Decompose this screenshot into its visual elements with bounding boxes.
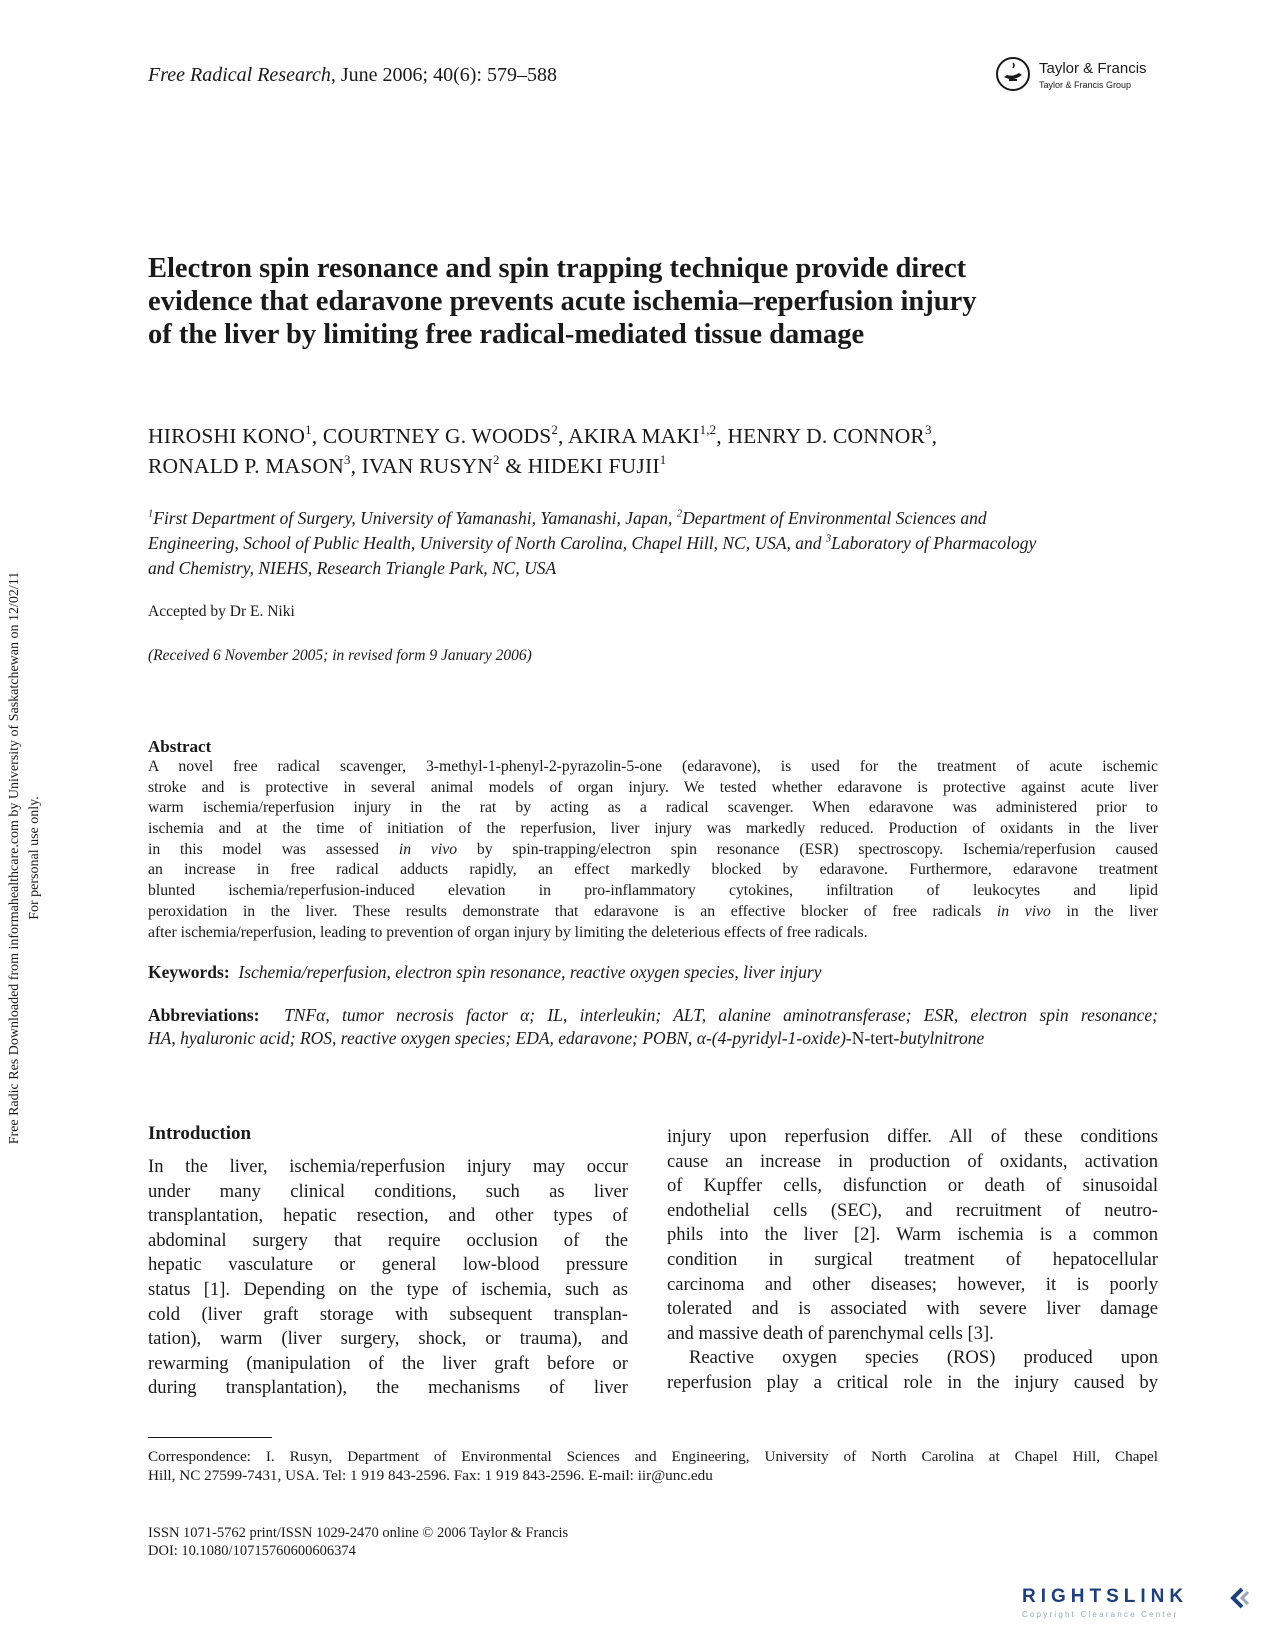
correspondence-line: Correspondence: I. Rusyn, Department of Environmental Sciences and Engineering, University of North Carolina at Chapel Hill, Chapel (148, 1448, 1158, 1465)
journal-issue: , June 2006; 40(6): 579–588 (330, 64, 557, 86)
author-name: & HIDEKI FUJII (499, 454, 660, 478)
abstract-italic: in vivo (398, 840, 458, 858)
body-line: cause an increase in production of oxidants, activation (667, 1150, 1158, 1172)
title-line: of the liver by limiting free radical-mediated tissue damage (148, 319, 865, 350)
abbreviations-text: HA, hyaluronic acid; ROS, reactive oxygen species; EDA, edaravone; POBN, α-(4-pyridyl-1-oxide)- (148, 1028, 852, 1048)
body-line: abdominal surgery that require occlusion of the (148, 1229, 628, 1251)
body-line: phils into the liver [2]. Warm ischemia is a common (667, 1224, 1158, 1246)
affiliation-line: and Chemistry, NIEHS, Research Triangle Park, NC, USA (148, 558, 557, 578)
body-line: during transplantation), the mechanisms of liver (148, 1377, 628, 1399)
abstract-text: by spin-trapping/electron spin resonance (ESR) spectroscopy. Ischemia/reperfusion caused (457, 840, 1158, 858)
keywords (148, 962, 821, 983)
affiliation-line (148, 506, 1158, 531)
affiliation-mark: 2 (551, 422, 559, 437)
abstract-text: in this model was assessed (148, 840, 399, 858)
affiliation-line (148, 531, 1158, 556)
affiliation-text: Department of Environmental Sciences and (682, 508, 987, 528)
affiliation-mark: 2 (492, 452, 500, 467)
body-line: endothelial cells (SEC), and recruitment of neutro- (667, 1199, 1158, 1221)
received-dates: (Received 6 November 2005; in revised form 9 January 2006) (148, 647, 532, 664)
body-line: condition in surgical treatment of hepatocellular (667, 1248, 1158, 1270)
author-name: , IVAN RUSYN (350, 454, 493, 478)
journal-citation (148, 64, 557, 87)
publisher-logo (995, 56, 1155, 96)
abstract-line: an increase in free radical adducts rapidly, an effect markedly blocked by edaravone. Furthermore, edaravone treatment (148, 861, 1158, 879)
affiliation-mark: 1 (148, 508, 154, 520)
abstract-line: warm ischemia/reperfusion injury in the rat by acting as a radical scavenger. When edaravone was administered prior to (148, 799, 1158, 817)
doi-line: DOI: 10.1080/10715760600606374 (148, 1543, 356, 1559)
body-line: injury upon reperfusion differ. All of these conditions (667, 1126, 1158, 1147)
affiliation-text: Engineering, School of Public Health, University of North Carolina, Chapel Hill, NC, USA, and (148, 533, 826, 553)
body-line: under many clinical conditions, such as liver (148, 1180, 628, 1202)
title-line: Electron spin resonance and spin trapping technique provide direct (148, 253, 967, 284)
body-column-left (148, 1155, 628, 1401)
body-line: carcinoma and other diseases; however, it is poorly (667, 1273, 1158, 1295)
abstract-line (148, 902, 1158, 923)
abbreviations-line (148, 1004, 1158, 1027)
watermark-line: Free Radic Res Downloaded from informahealthcare.com by University of Saskatchewan on 12/02/11 (7, 571, 22, 1145)
body-line: transplantation, hepatic resection, and other types of (148, 1205, 628, 1227)
author-name: HIROSHI KONO (148, 424, 306, 448)
correspondence-line: Hill, NC 27599-7431, USA. Tel: 1 919 843-2596. Fax: 1 919 843-2596. E-mail: iir@unc.edu (148, 1467, 713, 1484)
author-name: , COURTNEY G. WOODS (311, 424, 552, 448)
author-name: RONALD P. MASON (148, 454, 344, 478)
abstract-line: after ischemia/reperfusion, leading to prevention of organ injury by limiting the deleterious effects of free radicals. (148, 923, 868, 941)
affiliation-mark: 1,2 (699, 422, 717, 437)
publisher-group: Taylor & Francis Group (1039, 80, 1132, 90)
body-line: hepatic vasculature or general low-blood pressure (148, 1254, 628, 1276)
author-line (148, 421, 1128, 451)
affiliation-text: Laboratory of Pharmacology (831, 533, 1037, 553)
title-line: evidence that edaravone prevents acute ischemia–reperfusion injury (148, 286, 977, 317)
body-line: tation), warm (liver surgery, shock, or trauma), and (148, 1328, 628, 1350)
journal-name: Free Radical Research (148, 64, 331, 86)
body-line: status [1]. Depending on the type of ischemia, such as (148, 1278, 628, 1300)
lamp-icon (995, 56, 1031, 92)
introduction-heading: Introduction (148, 1123, 252, 1144)
abbreviations-label: Abbreviations: (148, 1005, 260, 1025)
author-separator: , (931, 424, 938, 448)
abbreviations-upright: N-tert (851, 1028, 894, 1048)
abbreviations-text: TNFα, tumor necrosis factor α; IL, interleukin; ALT, alanine aminotransferase; ESR, electron spin resonance; (284, 1005, 1159, 1025)
affiliation-mark: 3 (343, 452, 351, 467)
watermark-line: For personal use only. (27, 796, 42, 920)
abbreviations-text: -butylnitrone (893, 1028, 985, 1048)
abstract-line: stroke and is protective in several animal models of organ injury. We tested whether edaravone is protective against acute liver (148, 778, 1158, 796)
issn-line: ISSN 1071-5762 print/ISSN 1029-2470 online © 2006 Taylor & Francis (148, 1525, 569, 1541)
abstract-line: ischemia and at the time of initiation of the reperfusion, liver injury was markedly reduced. Production of oxidants in the liver (148, 820, 1158, 838)
body-column-right (667, 1125, 1158, 1396)
abstract-body (148, 757, 1158, 943)
chevron-icon (1228, 1586, 1250, 1610)
abstract-text: peroxidation in the liver. These results demonstrate that edaravone is an effective blocker of free radicals (148, 902, 997, 920)
abstract-italic: in vivo (996, 902, 1051, 920)
body-line: of Kupffer cells, disfunction or death of sinusoidal (667, 1175, 1158, 1197)
keywords-value: Ischemia/reperfusion, electron spin resonance, reactive oxygen species, liver injury (238, 962, 822, 982)
body-line: reperfusion play a critical role in the injury caused by (667, 1371, 1158, 1393)
abbreviations (148, 1004, 1158, 1050)
correspondence (148, 1447, 1158, 1485)
body-line: In the liver, ischemia/reperfusion injury may occur (148, 1156, 628, 1177)
abbreviations-line (148, 1027, 1158, 1050)
footnote-rule (148, 1437, 272, 1438)
accepted-by: Accepted by Dr E. Niki (148, 603, 295, 620)
body-line: and massive death of parenchymal cells [3]. (667, 1322, 994, 1344)
rightslink-logo[interactable] (1022, 1586, 1262, 1620)
rightslink-label: RIGHTSLINK (1022, 1586, 1189, 1607)
publisher-name: Taylor & Francis (1039, 60, 1147, 77)
author-name: , AKIRA MAKI (558, 424, 700, 448)
author-list (148, 421, 1128, 481)
author-line (148, 451, 1128, 481)
issn-doi (148, 1524, 568, 1560)
rightslink-subtitle: Copyright Clearance Center (1022, 1610, 1179, 1619)
body-line: cold (liver graft storage with subsequent transplan- (148, 1303, 628, 1325)
author-name: , HENRY D. CONNOR (716, 424, 925, 448)
article-title (148, 252, 1128, 351)
abstract-heading: Abstract (148, 737, 212, 756)
body-line: tolerated and is associated with severe liver damage (667, 1298, 1158, 1320)
affiliations (148, 506, 1158, 581)
keywords-label: Keywords: (148, 962, 230, 982)
download-watermark (5, 338, 51, 1378)
body-line: Reactive oxygen species (ROS) produced upon (689, 1347, 1158, 1369)
affiliation-mark: 3 (825, 533, 832, 545)
body-line: rewarming (manipulation of the liver graft before or (148, 1352, 628, 1374)
abstract-line (148, 840, 1158, 861)
abstract-text: in the liver (1050, 902, 1158, 920)
affiliation-mark: 3 (924, 422, 932, 437)
affiliation-mark: 2 (676, 508, 683, 520)
abstract-line: blunted ischemia/reperfusion-induced elevation in pro-inflammatory cytokines, infiltration of leukocytes and lipid (148, 882, 1158, 900)
abstract-line: A novel free radical scavenger, 3-methyl-1-phenyl-2-pyrazolin-5-one (edaravone), is used for the treatment of acute ischemic (148, 758, 1158, 775)
affiliation-mark: 1 (659, 452, 667, 467)
affiliation-text: First Department of Surgery, University of Yamanashi, Yamanashi, Japan, (153, 508, 677, 528)
affiliation-mark: 1 (305, 422, 312, 437)
